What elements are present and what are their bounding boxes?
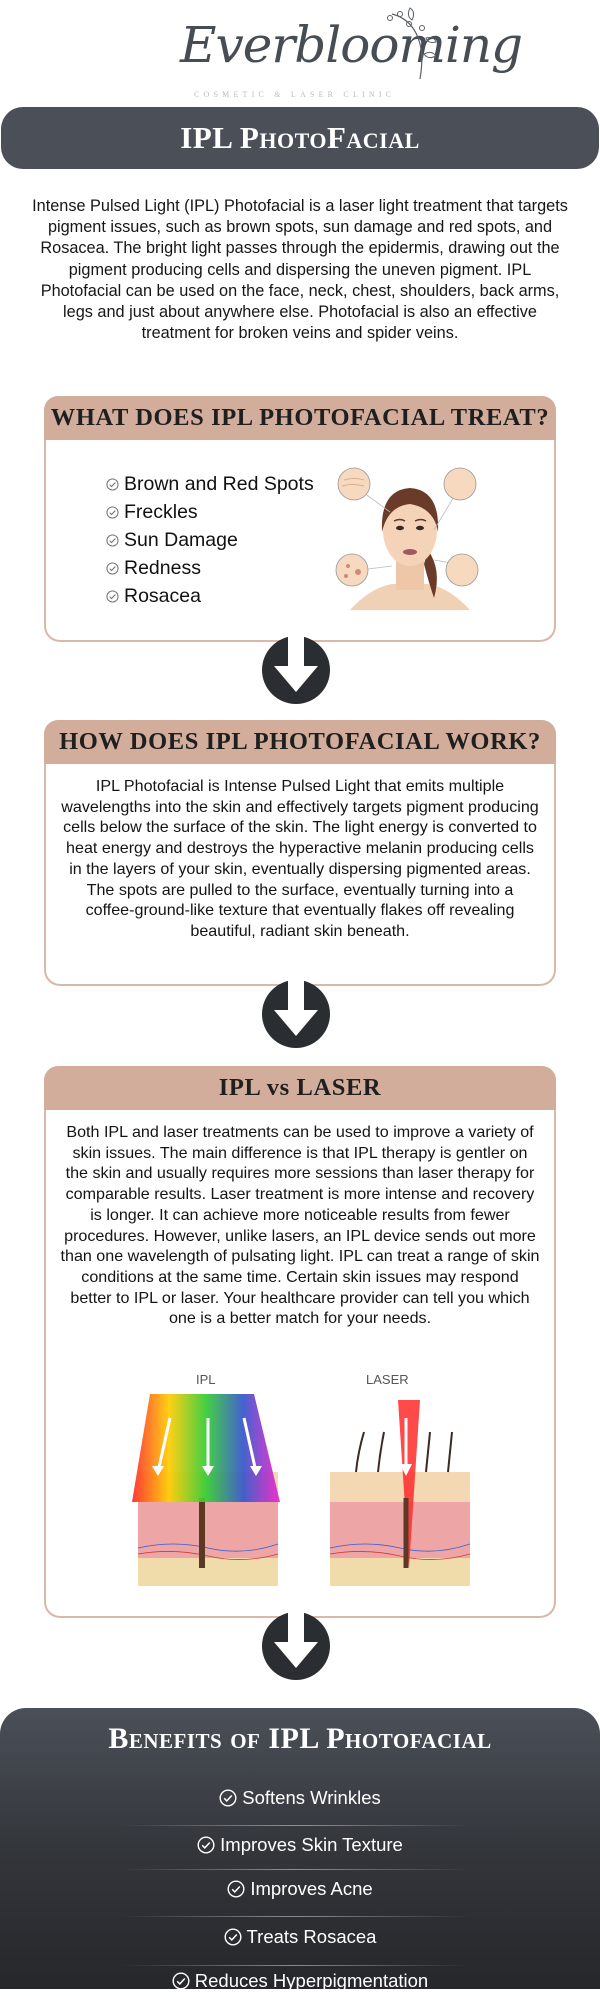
- floral-sprig-icon: [382, 4, 442, 84]
- treat-section-header: [44, 396, 556, 440]
- clinic-logo: [150, 0, 523, 104]
- logo-subtitle: COSMETIC & LASER CLINIC: [194, 90, 396, 99]
- treat-item-label: Rosacea: [124, 584, 201, 607]
- benefit-item: [0, 1830, 600, 1860]
- benefit-label: Treats Rosacea: [246, 1926, 377, 1947]
- benefit-item: [0, 1783, 600, 1813]
- versus-section-title: IPL vs LASER: [218, 1074, 382, 1101]
- divider: [120, 1916, 470, 1917]
- ipl-diagram-label: IPL: [196, 1372, 216, 1387]
- check-circle-icon: [106, 562, 119, 575]
- treat-list: [106, 470, 314, 610]
- list-item: [106, 582, 314, 610]
- face-skin-conditions-illustration: [330, 460, 490, 620]
- benefit-label: Reduces Hyperpigmentation: [194, 1970, 429, 1991]
- work-paragraph: IPL Photofacial is Intense Pulsed Light that emits multiple wavelengths into the skin and effectively targets pigment producing cells below the surface of the skin. The light energy is converted to heat energy and destroys the hyperactive melanin producing cells in the layers of your skin, eventually dispersing pigmented areas. The spots are pulled to the surface, eventually turning into a coffee-ground-like texture that eventually flakes off revealing beautiful, radiant skin beneath.: [61, 777, 539, 940]
- logo-wordmark: Everblooming: [180, 16, 523, 74]
- skin-cross-section-illustration: [130, 1368, 470, 1588]
- benefits-panel: [0, 1708, 600, 1989]
- treat-item-label: Brown and Red Spots: [124, 472, 314, 495]
- check-circle-icon: [106, 506, 119, 519]
- intro-paragraph: Intense Pulsed Light (IPL) Photofacial is a laser light treatment that targets pigment issues, such as brown spots, sun damage and red spots, and Rosacea. The bright light passes through the epidermis, drawing out the pigment producing cells and dispersing the uneven pigment. IPL Photofacial can be used on the face, neck, chest, shoulders, back arms, legs and just about anywhere else. Photofacial is also an effective treatment for broken veins and spider veins.: [32, 197, 568, 343]
- check-circle-icon: [219, 1789, 237, 1807]
- divider: [120, 1869, 470, 1870]
- treat-section-title: WHAT DOES IPL PHOTOFACIAL TREAT?: [50, 404, 550, 431]
- arrow-down-icon: [258, 972, 334, 1048]
- treat-item-label: Sun Damage: [124, 528, 238, 551]
- arrow-down-icon: [258, 628, 334, 704]
- check-circle-icon: [106, 590, 119, 603]
- benefit-label: Improves Acne: [250, 1878, 373, 1899]
- laser-diagram-label: LASER: [366, 1372, 409, 1387]
- list-item: [106, 470, 314, 498]
- work-section-title: HOW DOES IPL PHOTOFACIAL WORK?: [59, 728, 541, 755]
- benefit-label: Softens Wrinkles: [242, 1787, 381, 1808]
- benefit-label: Improves Skin Texture: [220, 1834, 403, 1855]
- check-circle-icon: [227, 1880, 245, 1898]
- list-item: [106, 526, 314, 554]
- list-item: [106, 554, 314, 582]
- versus-section-header: [44, 1066, 556, 1110]
- benefit-item: [0, 1922, 600, 1952]
- check-circle-icon: [224, 1928, 242, 1946]
- benefit-item: [0, 1874, 600, 1904]
- divider: [120, 1825, 470, 1826]
- check-circle-icon: [172, 1972, 190, 1990]
- ipl-vs-laser-diagram: [130, 1368, 470, 1588]
- list-item: [106, 498, 314, 526]
- check-circle-icon: [106, 478, 119, 491]
- page-title: IPL PhotoFacial: [180, 120, 420, 155]
- arrow-down-icon: [258, 1604, 334, 1680]
- treat-item-label: Freckles: [124, 500, 198, 523]
- benefit-item: [0, 1966, 600, 1996]
- treat-item-label: Redness: [124, 556, 201, 579]
- benefits-title: Benefits of IPL Photofacial: [108, 1722, 492, 1755]
- check-circle-icon: [106, 534, 119, 547]
- versus-paragraph: Both IPL and laser treatments can be used to improve a variety of skin issues. The main difference is that IPL therapy is gentler on the skin and usually requires more sessions than laser therapy for comparable results. Laser treatment is more intense and recovery is longer. It can achieve more noticeable results from fewer procedures. However, unlike lasers, an IPL device sends out more than one wavelength of pulsating light. IPL can treat a range of skin conditions at the same time. Certain skin issues may respond better to IPL or laser. Your healthcare provider can tell you which one is a better match for your needs.: [60, 1123, 540, 1328]
- work-section-header: [44, 720, 556, 764]
- check-circle-icon: [197, 1836, 215, 1854]
- title-banner: [1, 107, 599, 169]
